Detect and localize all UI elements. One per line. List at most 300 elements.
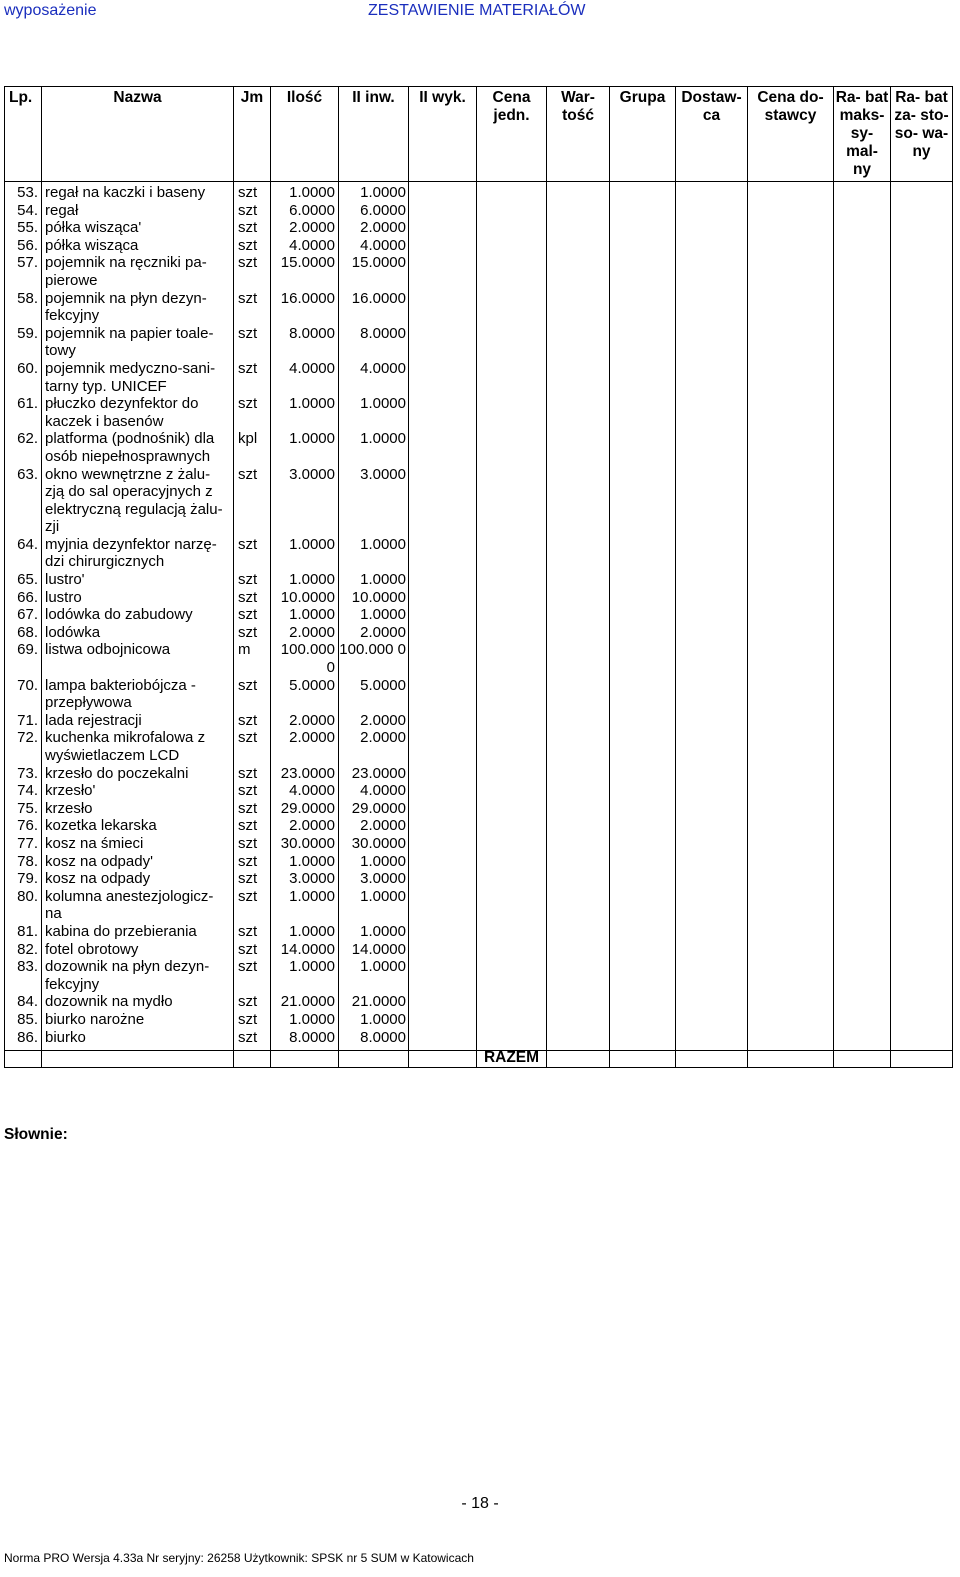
cell-grupa [610, 729, 676, 764]
cell-wartosc [547, 853, 610, 871]
cell-dostawca [676, 677, 748, 712]
cell-nazwa: płuczko dezynfektor do kaczek i basenów [42, 395, 234, 430]
cell-ii-wyk [409, 466, 477, 536]
table-row [5, 1011, 953, 1029]
cell-cena-dostawcy [748, 237, 834, 255]
cell-cena-jedn [477, 782, 547, 800]
cell-wartosc [547, 430, 610, 465]
cell-lp: 86. [5, 1029, 42, 1051]
cell-ii-inw: 3.0000 [339, 466, 409, 536]
table-row [5, 923, 953, 941]
cell-jm: szt [234, 606, 271, 624]
cell-ii-inw: 1.0000 [339, 430, 409, 465]
cell-ilosc: 4.0000 [271, 782, 339, 800]
table-row [5, 237, 953, 255]
cell-cena-dostawcy [748, 1011, 834, 1029]
cell-nazwa: pojemnik na papier toale- towy [42, 325, 234, 360]
cell-grupa [610, 800, 676, 818]
cell-ii-wyk [409, 835, 477, 853]
cell-lp: 71. [5, 712, 42, 730]
cell-ii-wyk [409, 870, 477, 888]
cell-rabat-zast [891, 237, 953, 255]
cell-jm: szt [234, 835, 271, 853]
cell-cena-jedn [477, 624, 547, 642]
cell-rabat-zast [891, 1011, 953, 1029]
header-document-title: ZESTAWIENIE MATERIAŁÓW [368, 2, 586, 19]
cell-wartosc [547, 571, 610, 589]
cell-ii-wyk [409, 360, 477, 395]
cell-ii-inw: 21.0000 [339, 993, 409, 1011]
cell-cena-jedn [477, 1029, 547, 1051]
cell-wartosc [547, 993, 610, 1011]
cell-wartosc [547, 466, 610, 536]
table-row [5, 606, 953, 624]
header-section-name: wyposażenie [4, 2, 97, 19]
cell-dostawca [676, 202, 748, 220]
cell-jm: szt [234, 1011, 271, 1029]
cell-dostawca [676, 360, 748, 395]
cell-dostawca [676, 765, 748, 783]
cell-ilosc: 1.0000 [271, 430, 339, 465]
cell-grupa [610, 219, 676, 237]
cell-jm: m [234, 641, 271, 676]
cell-lp: 55. [5, 219, 42, 237]
cell-rabat-maks [834, 606, 891, 624]
cell-wartosc [547, 325, 610, 360]
cell-wartosc [547, 888, 610, 923]
cell-cena-jedn [477, 677, 547, 712]
cell-cena-dostawcy [748, 958, 834, 993]
cell-ilosc: 8.0000 [271, 1029, 339, 1051]
table-row [5, 853, 953, 871]
cell-cena-dostawcy [748, 993, 834, 1011]
cell-wartosc [547, 202, 610, 220]
cell-lp: 56. [5, 237, 42, 255]
cell-wartosc [547, 624, 610, 642]
cell-cena-jedn [477, 395, 547, 430]
cell-cena-dostawcy [748, 589, 834, 607]
cell-rabat-maks [834, 677, 891, 712]
cell-dostawca [676, 1011, 748, 1029]
cell-wartosc [547, 589, 610, 607]
cell-rabat-maks [834, 395, 891, 430]
cell-wartosc [547, 237, 610, 255]
cell-grupa [610, 782, 676, 800]
cell-ii-inw: 23.0000 [339, 765, 409, 783]
cell-dostawca [676, 624, 748, 642]
cell-cena-dostawcy [748, 360, 834, 395]
cell-wartosc [547, 395, 610, 430]
cell-ii-inw: 1.0000 [339, 182, 409, 202]
cell-jm: szt [234, 958, 271, 993]
cell-ii-inw: 4.0000 [339, 360, 409, 395]
cell-nazwa: myjnia dezynfektor narzę- dzi chirurgicznych [42, 536, 234, 571]
cell-grupa [610, 1011, 676, 1029]
cell-jm: szt [234, 765, 271, 783]
cell-grupa [610, 958, 676, 993]
cell-cena-dostawcy [748, 782, 834, 800]
cell-rabat-zast [891, 219, 953, 237]
table-row [5, 888, 953, 923]
cell-lp: 65. [5, 571, 42, 589]
cell-cena-jedn [477, 712, 547, 730]
cell-ilosc: 4.0000 [271, 237, 339, 255]
cell-grupa [610, 182, 676, 202]
cell-wartosc [547, 729, 610, 764]
cell-ilosc: 15.0000 [271, 254, 339, 289]
cell-wartosc [547, 1011, 610, 1029]
cell-nazwa: kosz na odpady' [42, 853, 234, 871]
cell-nazwa: kosz na odpady [42, 870, 234, 888]
cell-cena-dostawcy [748, 290, 834, 325]
cell-rabat-maks [834, 765, 891, 783]
cell-cena-dostawcy [748, 923, 834, 941]
cell-nazwa: pojemnik medyczno-sani- tarny typ. UNICEF [42, 360, 234, 395]
cell-rabat-maks [834, 571, 891, 589]
cell-jm: szt [234, 589, 271, 607]
table-row [5, 360, 953, 395]
cell-nazwa: okno wewnętrzne z żalu- zją do sal operacyjnych z elektryczną regulacją żalu- zji [42, 466, 234, 536]
cell-rabat-maks [834, 941, 891, 959]
col-header-jm: Jm [234, 87, 271, 182]
cell-wartosc [547, 923, 610, 941]
cell-rabat-maks [834, 536, 891, 571]
cell-cena-jedn [477, 993, 547, 1011]
cell-rabat-maks [834, 237, 891, 255]
cell-cena-dostawcy [748, 712, 834, 730]
table-row [5, 782, 953, 800]
cell-wartosc [547, 641, 610, 676]
cell-cena-jedn [477, 888, 547, 923]
cell-rabat-zast [891, 958, 953, 993]
cell-ilosc: 6.0000 [271, 202, 339, 220]
table-body [5, 182, 953, 1051]
cell-cena-dostawcy [748, 430, 834, 465]
cell-lp: 78. [5, 853, 42, 871]
col-header-rabat-zastosowany: Ra- bat za- sto- so- wa- ny [891, 87, 953, 182]
cell-dostawca [676, 325, 748, 360]
cell-ii-inw: 1.0000 [339, 395, 409, 430]
cell-dostawca [676, 395, 748, 430]
cell-dostawca [676, 729, 748, 764]
cell-dostawca [676, 641, 748, 676]
cell-wartosc [547, 817, 610, 835]
table-row [5, 536, 953, 571]
cell-rabat-maks [834, 360, 891, 395]
table-row [5, 219, 953, 237]
cell-rabat-maks [834, 800, 891, 818]
cell-jm: szt [234, 325, 271, 360]
cell-rabat-maks [834, 254, 891, 289]
cell-ilosc: 21.0000 [271, 993, 339, 1011]
cell-ilosc: 3.0000 [271, 870, 339, 888]
cell-dostawca [676, 182, 748, 202]
cell-grupa [610, 624, 676, 642]
cell-rabat-zast [891, 536, 953, 571]
cell-wartosc [547, 782, 610, 800]
cell-ii-inw: 30.0000 [339, 835, 409, 853]
cell-ii-wyk [409, 237, 477, 255]
col-header-rabat-maksymalny: Ra- bat maks- sy- mal- ny [834, 87, 891, 182]
cell-grupa [610, 202, 676, 220]
cell-ii-wyk [409, 202, 477, 220]
cell-dostawca [676, 606, 748, 624]
cell-grupa [610, 237, 676, 255]
cell-lp: 62. [5, 430, 42, 465]
cell-ilosc: 4.0000 [271, 360, 339, 395]
cell-rabat-zast [891, 729, 953, 764]
table-row [5, 800, 953, 818]
table-row [5, 589, 953, 607]
cell-ilosc: 3.0000 [271, 466, 339, 536]
cell-wartosc [547, 360, 610, 395]
cell-ii-wyk [409, 571, 477, 589]
cell-cena-dostawcy [748, 395, 834, 430]
cell-grupa [610, 254, 676, 289]
cell-cena-jedn [477, 290, 547, 325]
cell-dostawca [676, 941, 748, 959]
cell-jm: szt [234, 254, 271, 289]
cell-dostawca [676, 1029, 748, 1051]
cell-ilosc: 23.0000 [271, 765, 339, 783]
cell-grupa [610, 835, 676, 853]
cell-rabat-zast [891, 624, 953, 642]
cell-jm: szt [234, 237, 271, 255]
cell-dostawca [676, 254, 748, 289]
cell-rabat-zast [891, 870, 953, 888]
cell-ilosc: 1.0000 [271, 888, 339, 923]
cell-rabat-zast [891, 641, 953, 676]
cell-cena-dostawcy [748, 800, 834, 818]
cell-cena-jedn [477, 254, 547, 289]
cell-wartosc [547, 765, 610, 783]
cell-ii-wyk [409, 430, 477, 465]
cell-jm: szt [234, 395, 271, 430]
cell-cena-dostawcy [748, 182, 834, 202]
cell-ilosc: 5.0000 [271, 677, 339, 712]
cell-grupa [610, 888, 676, 923]
col-header-ii-wyk: II wyk. [409, 87, 477, 182]
cell-ilosc: 1.0000 [271, 536, 339, 571]
cell-rabat-zast [891, 782, 953, 800]
cell-rabat-zast [891, 941, 953, 959]
cell-nazwa: półka wisząca' [42, 219, 234, 237]
cell-rabat-zast [891, 1029, 953, 1051]
cell-lp: 81. [5, 923, 42, 941]
cell-jm: szt [234, 817, 271, 835]
cell-dostawca [676, 835, 748, 853]
table-row [5, 290, 953, 325]
cell-wartosc [547, 712, 610, 730]
cell-dostawca [676, 430, 748, 465]
cell-lp: 73. [5, 765, 42, 783]
cell-ii-inw: 1.0000 [339, 923, 409, 941]
cell-cena-dostawcy [748, 219, 834, 237]
table-row [5, 182, 953, 202]
cell-cena-jedn [477, 1011, 547, 1029]
cell-nazwa: dozownik na mydło [42, 993, 234, 1011]
col-header-lp: Lp. [5, 87, 42, 182]
table-row [5, 765, 953, 783]
cell-lp: 64. [5, 536, 42, 571]
cell-dostawca [676, 219, 748, 237]
col-header-ilosc: Ilość [271, 87, 339, 182]
cell-ii-inw: 1.0000 [339, 1011, 409, 1029]
cell-rabat-zast [891, 325, 953, 360]
cell-grupa [610, 923, 676, 941]
cell-rabat-maks [834, 290, 891, 325]
cell-wartosc [547, 219, 610, 237]
cell-cena-jedn [477, 765, 547, 783]
cell-cena-dostawcy [748, 729, 834, 764]
cell-cena-jedn [477, 466, 547, 536]
cell-lp: 84. [5, 993, 42, 1011]
cell-ii-wyk [409, 782, 477, 800]
cell-grupa [610, 589, 676, 607]
cell-rabat-zast [891, 360, 953, 395]
cell-rabat-zast [891, 254, 953, 289]
cell-dostawca [676, 782, 748, 800]
cell-cena-dostawcy [748, 571, 834, 589]
cell-ii-inw: 4.0000 [339, 782, 409, 800]
cell-jm: szt [234, 1029, 271, 1051]
cell-grupa [610, 430, 676, 465]
cell-lp: 57. [5, 254, 42, 289]
cell-ii-wyk [409, 817, 477, 835]
cell-cena-jedn [477, 182, 547, 202]
cell-ii-wyk [409, 853, 477, 871]
cell-dostawca [676, 536, 748, 571]
cell-ii-inw: 2.0000 [339, 624, 409, 642]
table-row [5, 395, 953, 430]
cell-ilosc: 1.0000 [271, 853, 339, 871]
cell-grupa [610, 395, 676, 430]
table-row [5, 254, 953, 289]
table-row [5, 571, 953, 589]
cell-ii-inw: 8.0000 [339, 325, 409, 360]
cell-rabat-zast [891, 800, 953, 818]
cell-ii-wyk [409, 1011, 477, 1029]
cell-cena-dostawcy [748, 941, 834, 959]
table-header-row [5, 87, 953, 182]
cell-rabat-zast [891, 993, 953, 1011]
cell-ii-inw: 4.0000 [339, 237, 409, 255]
table-row [5, 624, 953, 642]
cell-nazwa: listwa odbojnicowa [42, 641, 234, 676]
cell-ii-wyk [409, 993, 477, 1011]
cell-grupa [610, 677, 676, 712]
cell-wartosc [547, 870, 610, 888]
cell-nazwa: pojemnik na płyn dezyn- fekcyjny [42, 290, 234, 325]
cell-jm: szt [234, 800, 271, 818]
cell-cena-jedn [477, 958, 547, 993]
cell-ii-wyk [409, 589, 477, 607]
cell-lp: 83. [5, 958, 42, 993]
cell-jm: szt [234, 624, 271, 642]
cell-dostawca [676, 589, 748, 607]
col-header-dostawca: Dostaw- ca [676, 87, 748, 182]
cell-ii-wyk [409, 800, 477, 818]
cell-ilosc: 30.0000 [271, 835, 339, 853]
col-header-cena-jedn: Cena jedn. [477, 87, 547, 182]
cell-nazwa: platforma (podnośnik) dla osób niepełnosprawnych [42, 430, 234, 465]
cell-rabat-maks [834, 430, 891, 465]
cell-wartosc [547, 941, 610, 959]
cell-grupa [610, 466, 676, 536]
cell-ii-inw: 3.0000 [339, 870, 409, 888]
cell-jm: szt [234, 941, 271, 959]
cell-dostawca [676, 712, 748, 730]
cell-nazwa: lodówka [42, 624, 234, 642]
cell-lp: 75. [5, 800, 42, 818]
cell-cena-jedn [477, 536, 547, 571]
cell-ii-wyk [409, 958, 477, 993]
cell-jm: szt [234, 993, 271, 1011]
cell-cena-jedn [477, 729, 547, 764]
cell-cena-jedn [477, 870, 547, 888]
cell-cena-jedn [477, 571, 547, 589]
cell-ii-inw: 1.0000 [339, 888, 409, 923]
cell-rabat-maks [834, 589, 891, 607]
cell-lp: 72. [5, 729, 42, 764]
cell-rabat-zast [891, 466, 953, 536]
table-row [5, 712, 953, 730]
cell-ii-wyk [409, 606, 477, 624]
col-header-cena-dostawcy: Cena do- stawcy [748, 87, 834, 182]
cell-cena-dostawcy [748, 888, 834, 923]
cell-rabat-zast [891, 430, 953, 465]
cell-grupa [610, 712, 676, 730]
cell-jm: kpl [234, 430, 271, 465]
cell-cena-jedn [477, 853, 547, 871]
cell-dostawca [676, 958, 748, 993]
table-row [5, 641, 953, 676]
cell-grupa [610, 360, 676, 395]
cell-ii-inw: 2.0000 [339, 729, 409, 764]
cell-ilosc: 1.0000 [271, 923, 339, 941]
cell-ilosc: 100.000 0 [271, 641, 339, 676]
cell-nazwa: krzesło do poczekalni [42, 765, 234, 783]
cell-nazwa: kuchenka mikrofalowa z wyświetlaczem LCD [42, 729, 234, 764]
cell-jm: szt [234, 571, 271, 589]
cell-nazwa: biurko [42, 1029, 234, 1051]
cell-nazwa: półka wisząca [42, 237, 234, 255]
cell-dostawca [676, 888, 748, 923]
cell-cena-dostawcy [748, 835, 834, 853]
cell-grupa [610, 290, 676, 325]
cell-cena-dostawcy [748, 1029, 834, 1051]
slownie-label: Słownie: [4, 1126, 68, 1143]
cell-ii-inw: 14.0000 [339, 941, 409, 959]
table-row [5, 817, 953, 835]
cell-rabat-maks [834, 923, 891, 941]
cell-ii-wyk [409, 624, 477, 642]
cell-cena-jedn [477, 923, 547, 941]
cell-nazwa: kosz na śmieci [42, 835, 234, 853]
cell-rabat-maks [834, 958, 891, 993]
cell-cena-dostawcy [748, 325, 834, 360]
cell-ii-wyk [409, 888, 477, 923]
cell-lp: 66. [5, 589, 42, 607]
cell-lp: 80. [5, 888, 42, 923]
cell-rabat-zast [891, 290, 953, 325]
cell-jm: szt [234, 923, 271, 941]
cell-ii-inw: 1.0000 [339, 853, 409, 871]
cell-ii-wyk [409, 254, 477, 289]
cell-ii-inw: 10.0000 [339, 589, 409, 607]
table-row [5, 466, 953, 536]
cell-cena-jedn [477, 589, 547, 607]
